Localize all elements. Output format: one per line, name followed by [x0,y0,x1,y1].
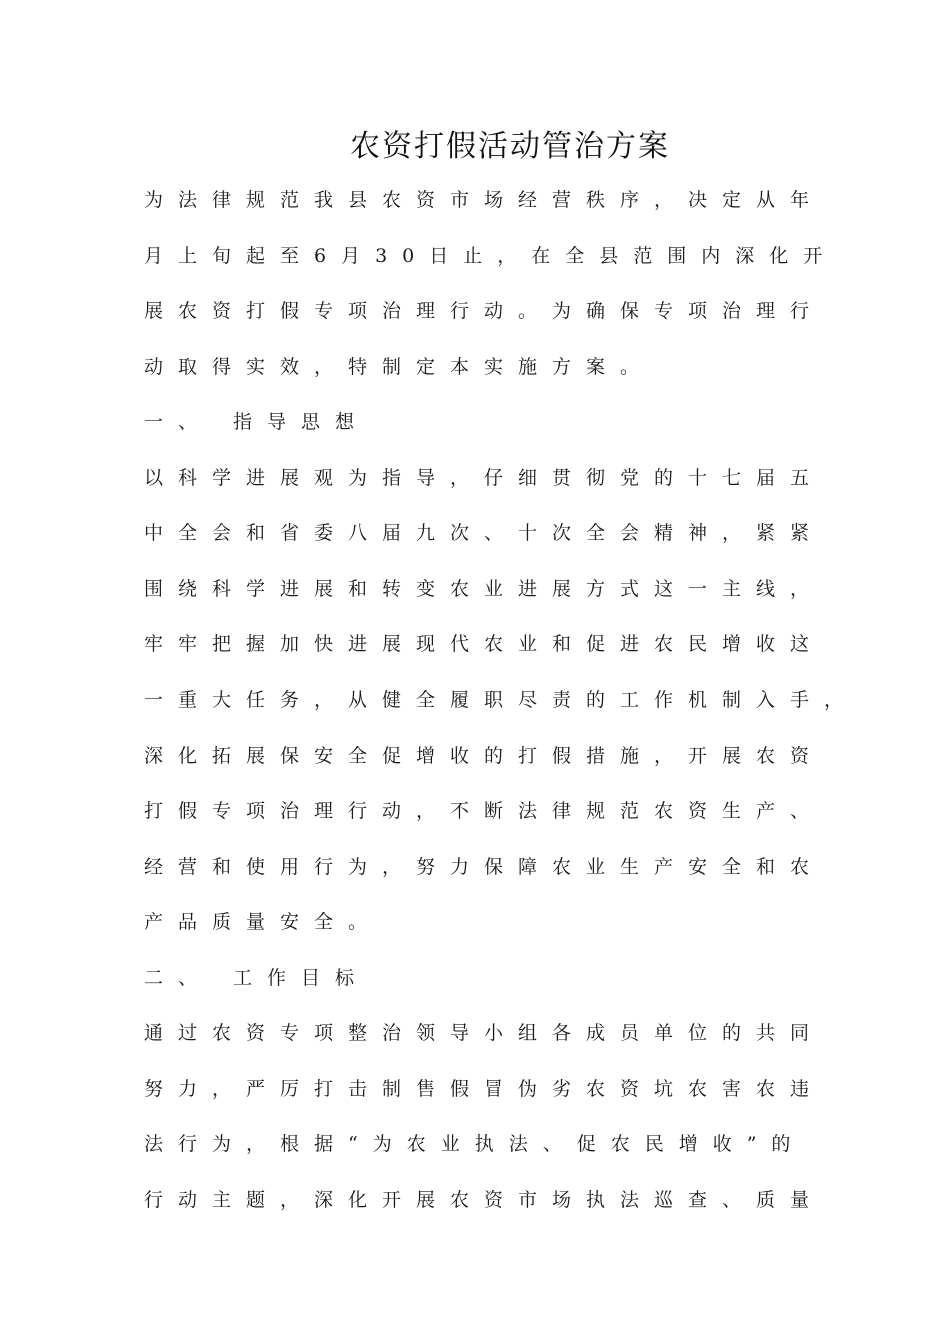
body-line: 牢牢把握加快进展现代农业和促进农民增收这 [144,633,825,655]
body-line: 法行为，根据“为农业执法、促农民增收”的 [144,1133,806,1155]
body-line: 产品质量安全。 [144,911,383,933]
body-line: 动取得实效，特制定本实施方案。 [144,356,655,378]
body-line: 为法律规范我县农资市场经营秩序，决定从年 [144,189,825,211]
body-line: 中全会和省委八届九次、十次全会精神，紧紧 [144,522,825,544]
body-line: 努力，严厉打击制售假冒伪劣农资坑农害农违 [144,1078,825,1100]
document-title: 农资打假活动管治方案 [350,129,670,164]
body-line: 展农资打假专项治理行动。为确保专项治理行 [144,300,825,322]
body-line: 月上旬起至6月30日止，在全县范围内深化开 [144,245,838,267]
body-line: 以科学进展观为指导，仔细贯彻党的十七届五 [144,467,825,489]
body-line: 围绕科学进展和转变农业进展方式这一主线， [144,578,825,600]
body-line: 一重大任务，从健全履职尽责的工作机制入手， [144,689,859,711]
body-line: 深化拓展保安全促增收的打假措施，开展农资 [144,745,825,767]
section-heading: 一、 指导思想 [144,411,370,433]
body-line: 经营和使用行为，努力保障农业生产安全和农 [144,856,825,878]
body-line: 通过农资专项整治领导小组各成员单位的共同 [144,1022,825,1044]
body-line: 打假专项治理行动，不断法律规范农资生产、 [144,800,825,822]
body-line: 行动主题，深化开展农资市场执法巡查、质量 [144,1189,825,1211]
section-heading: 二、 工作目标 [144,967,370,989]
